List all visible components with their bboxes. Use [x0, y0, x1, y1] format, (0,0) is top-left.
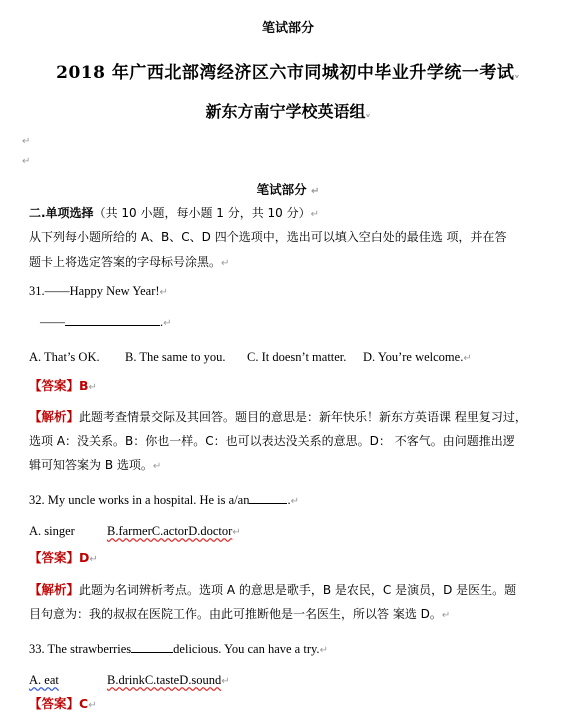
q33-options-bcd: B.drinkC.tasteD.sound — [107, 673, 222, 687]
q32-blank — [249, 492, 287, 504]
q32-options — [29, 524, 554, 539]
q31-answer-value: B — [79, 378, 89, 393]
q31-analysis-text-3: 辑可知答案为 B 选项。 — [29, 458, 153, 472]
q32-analysis-text-1: 此题为名词辨析考点。选项 A 的意思是歌手，B 是农民，C 是演员，D 是医生。题 — [79, 583, 517, 597]
q31-dash: —— — [40, 315, 65, 329]
q31-answer-label: 【答案】 — [29, 378, 80, 393]
section-heading-text: 笔试部分 — [256, 182, 307, 197]
para-mark: ↵ — [221, 676, 230, 687]
q33-stem-end: delicious. You can have a try. — [173, 642, 320, 656]
q31-analysis-1 — [29, 407, 554, 425]
part-title-text: 二.单项选择 — [29, 206, 94, 220]
part-title — [29, 204, 554, 221]
para-mark: ↵ — [310, 186, 320, 197]
q31-option-a: A. That’s OK. — [29, 350, 100, 364]
empty-paragraph — [22, 152, 554, 167]
q31-stem — [29, 284, 554, 299]
exam-title — [0, 58, 576, 83]
para-mark: ↵ — [319, 645, 328, 656]
q31-answer-line: —— .↵ — [40, 315, 172, 329]
part-note: （共 10 小题，每小题 1 分，共 10 分） — [93, 206, 311, 220]
q32-analysis-2 — [29, 605, 554, 622]
q31-option-b: B. The same to you. — [125, 350, 226, 364]
q32-analysis-text-2: 目句意为：我的叔叔在医院工作。由此可推断他是一名医生，所以答 案选 D。 — [29, 607, 442, 621]
q31-option-c: C. It doesn’t matter. — [247, 350, 347, 364]
q32-answer-value: D — [79, 550, 90, 565]
para-mark: ↵ — [463, 353, 472, 364]
q31-option-d: D. You’re welcome. — [363, 350, 464, 364]
para-mark: ↵ — [22, 136, 31, 147]
para-mark: ↵ — [88, 700, 97, 711]
q31-answer — [29, 376, 554, 394]
school-title — [0, 99, 576, 122]
para-mark: ↵ — [152, 461, 162, 472]
school-title-text: 新东方南宁学校英语组 — [205, 102, 366, 121]
q33-stem-text: 33. The strawberries — [29, 642, 132, 656]
para-mark: ↵ — [22, 156, 31, 167]
q31-analysis-label: 【解析】 — [29, 409, 80, 424]
q31-stem-text: 31.——Happy New Year! — [29, 284, 160, 298]
para-mark: ↵ — [441, 610, 451, 621]
q31-analysis-text-2: 选项 A：没关系。B：你也一样。C：也可以表达没关系的意思。D： 不客气。由问题推出逻 — [29, 434, 515, 448]
para-mark: ↵ — [159, 287, 168, 298]
q32-answer — [29, 548, 554, 566]
q32-stem-end: . — [287, 493, 291, 507]
top-title-text: 笔试部分 — [261, 21, 314, 36]
instruction-text-1: 从下列每小题所给的 A、B、C、D 四个选项中，选出可以填入空白处的最佳选 项，并在答 — [29, 230, 507, 244]
instruction-line-2 — [29, 253, 554, 270]
para-mark: ↵ — [88, 382, 97, 393]
para-mark: ↵ — [290, 496, 299, 507]
para-mark: ᵥ — [514, 70, 520, 81]
para-mark: ↵ — [221, 258, 230, 269]
q33-option-a: A. eat — [29, 673, 59, 687]
q33-blank — [131, 641, 173, 653]
para-mark: ↵ — [89, 554, 98, 565]
q31-analysis-text-1: 此题考查情景交际及其回答。题目的意思是：新年快乐！新东方英语课 程里复习过， — [79, 410, 527, 424]
top-title — [0, 17, 576, 36]
para-mark: ↵ — [310, 209, 320, 220]
instruction-text-2: 题卡上将选定答案的字母标号涂黑。 — [29, 255, 222, 269]
q33-answer-value: C — [79, 696, 89, 711]
q32-analysis-1 — [29, 580, 554, 598]
section-heading — [0, 180, 576, 198]
q32-options-bcd: B.farmerC.actorD.doctor — [107, 524, 233, 538]
q32-option-a: A. singer — [29, 524, 75, 538]
q31-blank — [65, 314, 160, 326]
q32-analysis-label: 【解析】 — [29, 582, 80, 597]
q31-options — [29, 350, 554, 365]
instruction-line-1 — [29, 228, 554, 245]
q33-answer-label: 【答案】 — [29, 696, 80, 711]
q33-options — [29, 673, 554, 688]
q33-answer — [29, 694, 554, 712]
empty-paragraph — [22, 132, 554, 147]
q31-analysis-2 — [29, 432, 554, 449]
q32-stem-text: 32. My uncle works in a hospital. He is a/an — [29, 493, 250, 507]
q32-answer-label: 【答案】 — [29, 550, 80, 565]
para-mark: ↵ — [232, 527, 241, 538]
para-mark: ᵥ — [365, 109, 371, 120]
q31-analysis-3 — [29, 456, 554, 473]
q32-stem — [29, 492, 554, 508]
exam-title-text: 2018 年广西北部湾经济区六市同城初中毕业升学统一考试 — [56, 63, 515, 83]
para-mark: ↵ — [163, 318, 172, 329]
q33-stem — [29, 641, 554, 657]
